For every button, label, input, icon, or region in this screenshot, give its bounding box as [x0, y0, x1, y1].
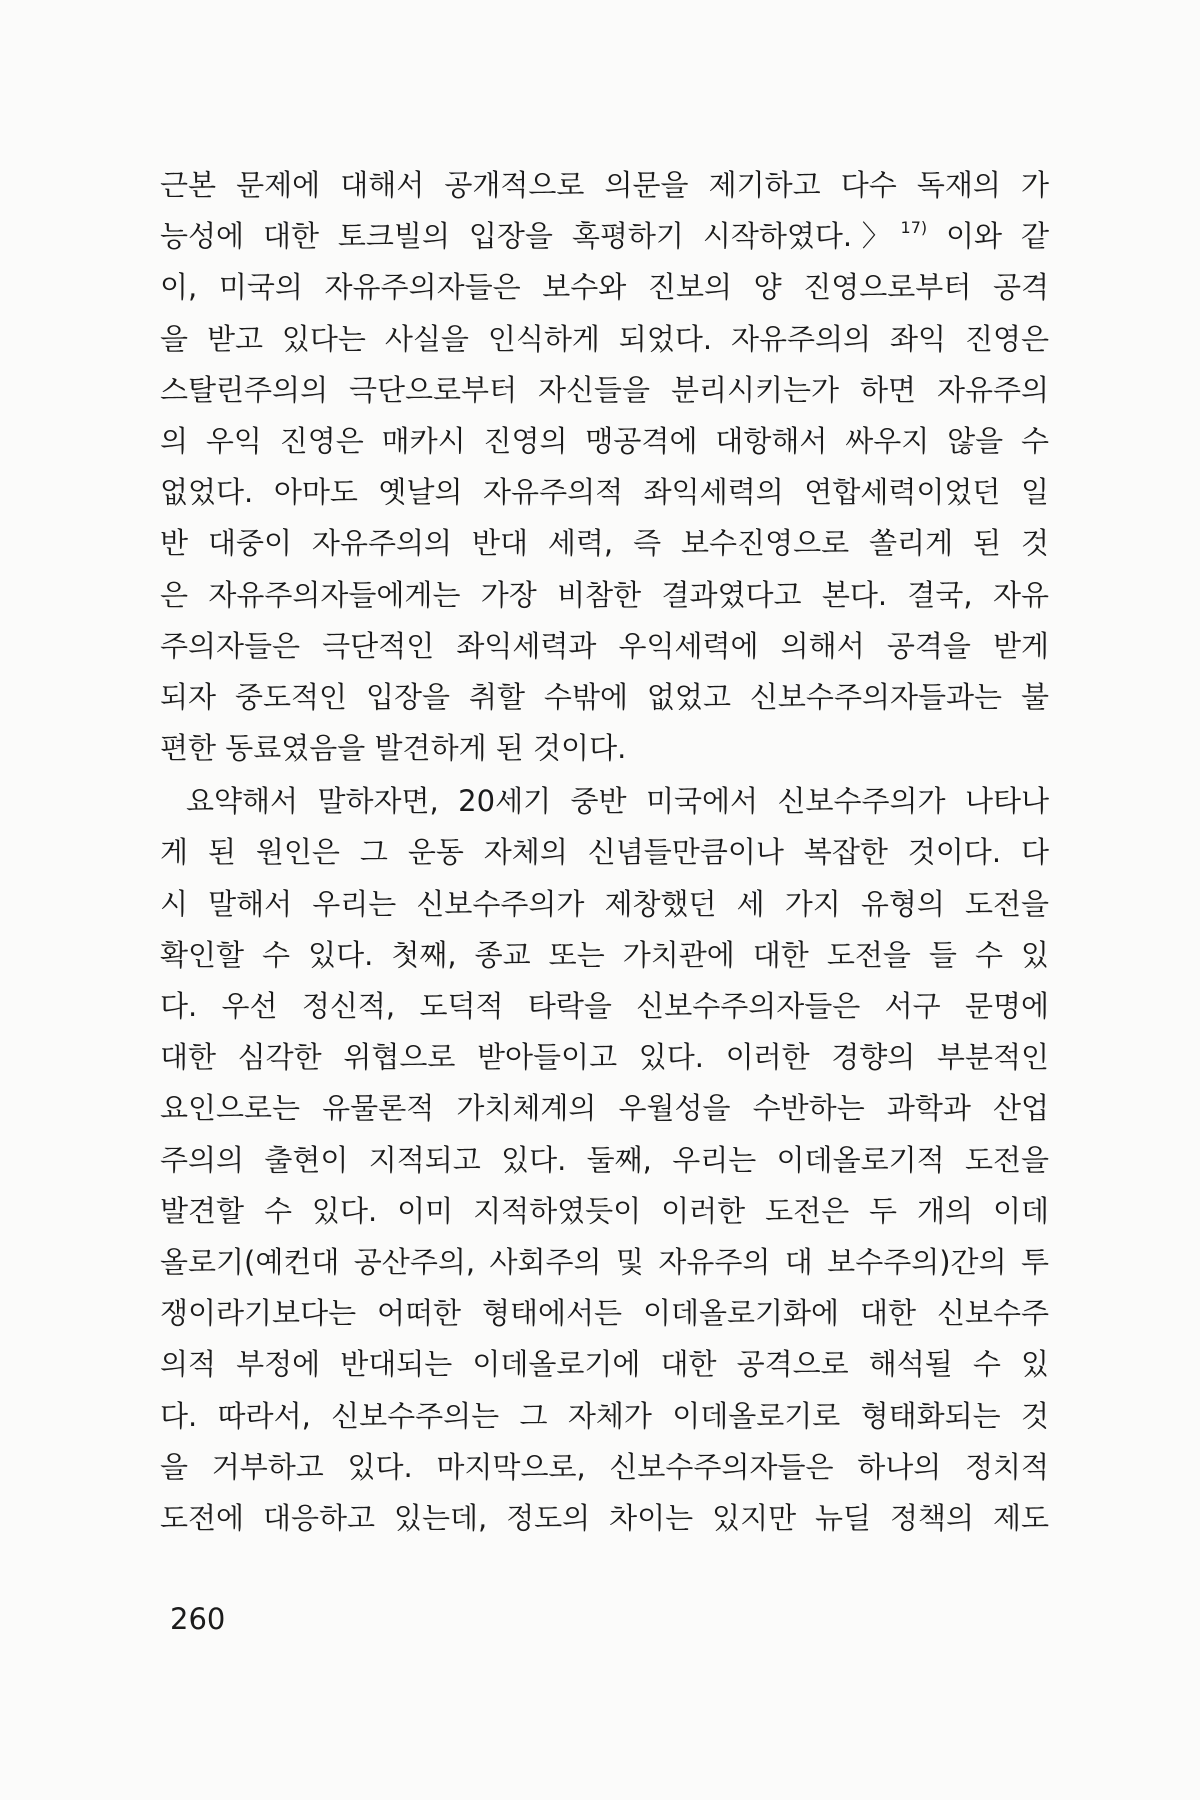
text-line: 도전에 대응하고 있는데, 정도의 차이는 있지만 뉴딜 정책의 제도 — [160, 1500, 1049, 1535]
text-line: 게 된 원인은 그 운동 자체의 신념들만큼이나 복잡한 것이다. 다 — [160, 835, 1049, 870]
text-line: 근본 문제에 대해서 공개적으로 의문을 제기하고 다수 독재의 가 — [160, 168, 1049, 202]
text-line: 은 자유주의자들에게는 가장 비참한 결과였다고 본다. 결국, 자유 — [160, 577, 1049, 612]
page-number: 260 — [170, 1602, 226, 1636]
text-line: 주의자들은 극단적인 좌익세력과 우익세력에 의해서 공격을 받게 — [160, 628, 1049, 663]
text-line: 대한 심각한 위협으로 받아들이고 있다. 이러한 경향의 부분적인 — [160, 1040, 1049, 1075]
text-line: 확인할 수 있다. 첫째, 종교 또는 가치관에 대한 도전을 들 수 있 — [160, 937, 1049, 972]
text-line: 스탈린주의의 극단으로부터 자신들을 분리시키는가 하면 자유주의 — [160, 372, 1049, 407]
text-line: 편한 동료였음을 발견하게 된 것이다. — [160, 731, 627, 766]
paragraph — [160, 160, 1049, 774]
text-line: 을 거부하고 있다. 마지막으로, 신보수주의자들은 하나의 정치적 — [160, 1449, 1049, 1484]
text-line: 의 우익 진영은 매카시 진영의 맹공격에 대항해서 싸우지 않을 수 — [160, 423, 1049, 458]
footnote-reference: 17) — [900, 217, 928, 237]
text-line: 올로기(예컨대 공산주의, 사회주의 및 자유주의 대 보수주의)간의 투 — [160, 1244, 1049, 1279]
body-text — [160, 160, 1049, 1544]
text-line: 요약해서 말하자면, 20세기 중반 미국에서 신보수주의가 나타나 — [186, 784, 1049, 819]
text-line: 을 받고 있다는 사실을 인식하게 되었다. 자유주의의 좌익 진영은 — [160, 321, 1049, 356]
text-line: 이, 미국의 자유주의자들은 보수와 진보의 양 진영으로부터 공격 — [160, 270, 1049, 305]
text-line: 요인으로는 유물론적 가치체계의 우월성을 수반하는 과학과 산업 — [160, 1091, 1049, 1126]
text-line: 다. 따라서, 신보수주의는 그 자체가 이데올로기로 형태화되는 것 — [160, 1398, 1049, 1433]
text-line: 반 대중이 자유주의의 반대 세력, 즉 보수진영으로 쏠리게 된 것 — [160, 526, 1049, 561]
paragraph — [160, 776, 1049, 1544]
text-line: 시 말해서 우리는 신보수주의가 제창했던 세 가지 유형의 도전을 — [160, 886, 1049, 921]
text-segment: 이와 같 — [927, 219, 1050, 254]
text-line: 발견할 수 있다. 이미 지적하였듯이 이러한 도전은 두 개의 이데 — [160, 1193, 1049, 1228]
text-line: 없었다. 아마도 옛날의 자유주의적 좌익세력의 연합세력이었던 일 — [160, 475, 1049, 510]
text-line: 다. 우선 정신적, 도덕적 타락을 신보수주의자들은 서구 문명에 — [160, 989, 1049, 1023]
text-line: 쟁이라기보다는 어떠한 형태에서든 이데올로기화에 대한 신보수주 — [160, 1296, 1049, 1331]
text-line: 되자 중도적인 입장을 취할 수밖에 없었고 신보수주의자들과는 불 — [160, 679, 1049, 714]
text-segment: 능성에 대한 토크빌의 입장을 혹평하기 시작하였다.〉 — [160, 219, 901, 254]
text-line — [160, 211, 1049, 262]
text-line: 주의의 출현이 지적되고 있다. 둘째, 우리는 이데올로기적 도전을 — [160, 1142, 1049, 1177]
text-line: 의적 부정에 반대되는 이데올로기에 대한 공격으로 해석될 수 있 — [160, 1347, 1049, 1382]
